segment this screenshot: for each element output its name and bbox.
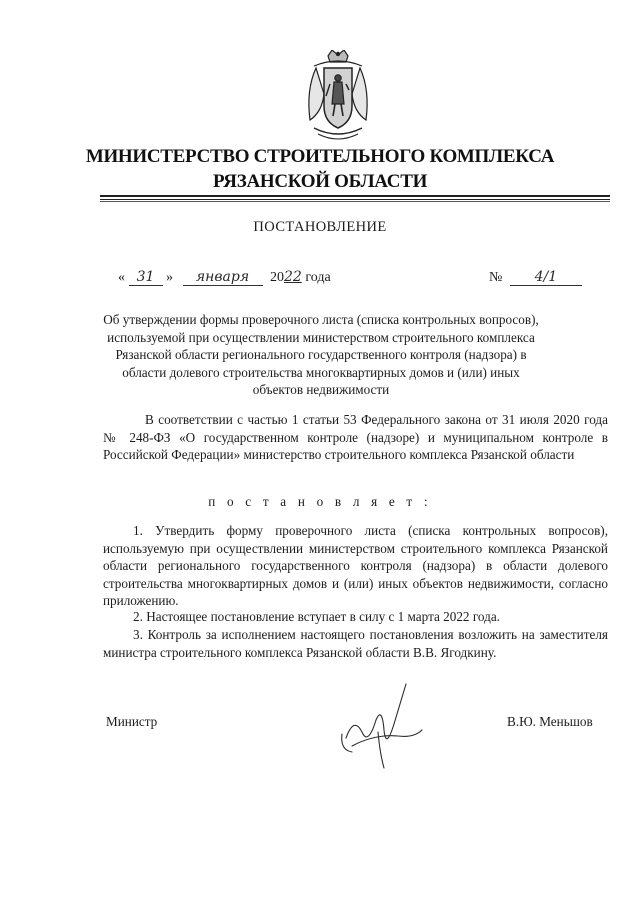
legal-basis-paragraph: В соответствии с частью 1 статьи 53 Федерального закона от 31 июля 2020 года № 248-ФЗ «О государственном контроле (надзоре) и муниципальном контроле в Российской Федерации» министерство строительного комплекса Рязанской области	[103, 412, 608, 462]
number-value: 4/1	[510, 269, 582, 286]
document-number	[489, 269, 582, 286]
date-year-suffix: 22	[284, 269, 302, 285]
signatory-position: Министр	[106, 714, 158, 729]
header-rule-thick	[100, 195, 610, 197]
ministry-title-line2: РЯЗАНСКОЙ ОБЛАСТИ	[212, 171, 428, 192]
ministry-title-line1: МИНИСТЕРСТВО СТРОИТЕЛЬНОГО КОМПЛЕКСА	[85, 146, 555, 167]
coat-of-arms-icon	[302, 50, 374, 144]
document-subject: Об утверждении формы проверочного листа (списка контрольных вопросов), используемой при осуществлении министерством строительного комплекса Рязанской области регионального государственного контроля (надзора) в области долевого строительства многоквартирных домов и (или) иных объектов недвижимости	[103, 312, 539, 397]
date-month: января	[183, 269, 263, 286]
header-rule-mid	[100, 199, 610, 200]
resolution-item-1: 1. Утвердить форму проверочного листа (списка контрольных вопросов), используемую при осуществлении министерством строительного комплекса Рязанской области регионального государственного контроля (надзора) в области долевого строительства многоквартирных домов и (или) иных объектов недвижимости, согласно приложению.	[103, 523, 608, 608]
date-year-prefix: 20	[270, 270, 284, 285]
number-sign: №	[489, 270, 503, 285]
resolution-item-3: 3. Контроль за исполнением настоящего постановления возложить на заместителя министра строительного комплекса Рязанской области В.В. Ягодкину.	[103, 627, 608, 660]
date-open-quote: «	[118, 270, 125, 285]
date-close-quote: »	[166, 270, 173, 285]
date-year-word: года	[305, 270, 331, 285]
resolution-item-2: 2. Настоящее постановление вступает в силу с 1 марта 2022 года.	[133, 609, 500, 624]
document-type: ПОСТАНОВЛЕНИЕ	[253, 219, 387, 235]
document-date	[118, 269, 331, 286]
header-rule-thin	[100, 201, 610, 202]
handwritten-signature-icon	[334, 676, 444, 776]
resolves-heading: п о с т а н о в л я е т :	[208, 494, 432, 509]
signatory-name: В.Ю. Меньшов	[507, 714, 593, 729]
date-day: 31	[129, 269, 163, 286]
